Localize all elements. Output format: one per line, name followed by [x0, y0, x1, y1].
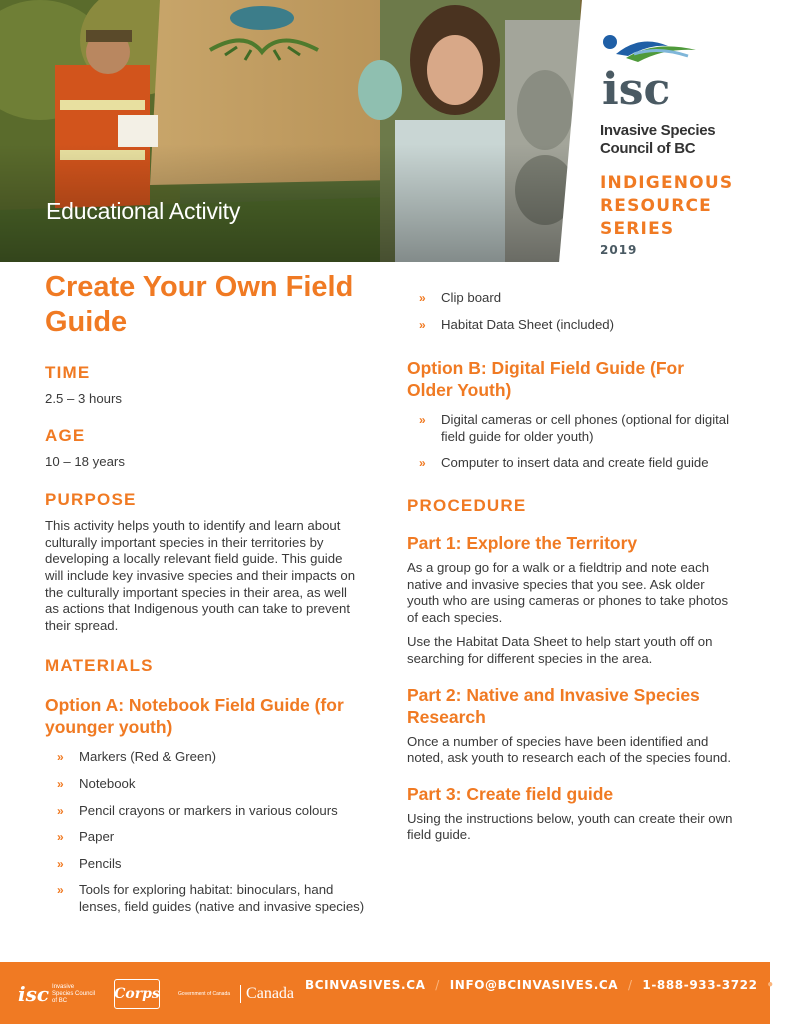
list-item: » Tools for exploring habitat: binoculars, hand lenses, field guides (native and invasive species)	[57, 882, 365, 914]
series-year: 2019	[600, 243, 638, 257]
time-heading: TIME	[45, 363, 91, 382]
purpose-heading: PURPOSE	[45, 490, 137, 510]
website-link[interactable]: BCINVASIVES.CA	[305, 978, 426, 992]
option-a-title: Option A: Notebook Field Guide (for younger youth)	[45, 695, 344, 738]
list-item: » Markers (Red & Green)	[57, 749, 217, 765]
list-item: » Pencils	[57, 855, 122, 871]
age-value: 10 – 18 years	[45, 453, 125, 469]
left-column	[45, 270, 365, 926]
procedure-heading: PROCEDURE	[407, 495, 527, 515]
page-number: 1	[783, 978, 792, 992]
option-a-list-continued	[407, 290, 737, 333]
part1-paragraph-1: As a group go for a walk or a fieldtrip and note each native and invasive species that you see. Ask older youth who are using cameras or phones to take photos of each species.	[407, 559, 729, 625]
part3-paragraph-1: Using the instructions below, youth can create their own field guide.	[407, 810, 733, 843]
option-b-list	[407, 412, 737, 472]
option-b-title: Option B: Digital Field Guide (For Older Youth)	[407, 358, 685, 401]
part3-title: Part 3: Create field guide	[407, 783, 614, 804]
footer-bar	[0, 962, 792, 1024]
list-item: » Clip board	[419, 290, 502, 305]
list-item: » Notebook	[57, 775, 136, 791]
part2-paragraph-1: Once a number of species have been identified and noted, ask youth to research each of the species found.	[407, 733, 732, 766]
isc-logo	[598, 32, 698, 115]
document-title: Create Your Own Field Guide	[45, 271, 354, 338]
list-item: » Digital cameras or cell phones (optional for digital field guide for older youth)	[419, 412, 730, 444]
right-column	[407, 290, 737, 844]
part2-title: Part 2: Native and Invasive Species Research	[407, 684, 700, 727]
logo-wordmark: isc	[602, 64, 671, 115]
series-name: INDIGENOUS RESOURCE SERIES	[600, 173, 734, 239]
age-heading: AGE	[45, 425, 86, 445]
time-value: 2.5 – 3 hours	[45, 391, 122, 406]
contact-line: BCINVASIVES.CA / INFO@BCINVASIVES.CA / 1-888-933-3722 • 1	[305, 978, 792, 992]
list-item: » Computer to insert data and create field guide	[419, 455, 709, 471]
isc-footer-logo: isc Invasive Species Council of BC	[18, 982, 96, 1006]
purpose-text: This activity helps youth to identify and learn about culturally important species in their territories by developing a locally relevant field guide. This guide will include key invasive species and their impacts on the culturally important species in their area, as well as actions that Indigenous youth can take to prevent their spread.	[45, 518, 356, 633]
phone-number: 1-888-933-3722	[642, 978, 758, 992]
corps-logo: Corps	[114, 979, 160, 1009]
partner-logos	[18, 979, 294, 1009]
email-link[interactable]: INFO@BCINVASIVES.CA	[449, 978, 619, 992]
list-item: » Habitat Data Sheet (included)	[419, 316, 615, 332]
part1-title: Part 1: Explore the Territory	[407, 532, 638, 553]
materials-heading: MATERIALS	[45, 656, 154, 676]
hero-title: Educational Activity	[46, 198, 241, 224]
org-name: Invasive Species Council of BC	[600, 122, 716, 157]
list-item: » Paper	[57, 829, 115, 845]
canada-logo: Government of Canada Canada	[178, 985, 295, 1002]
part1-paragraph-2: Use the Habitat Data Sheet to help start youth off on searching for different species in the area.	[407, 634, 713, 666]
option-a-list	[45, 749, 365, 915]
list-item: » Pencil crayons or markers in various colours	[57, 802, 338, 818]
